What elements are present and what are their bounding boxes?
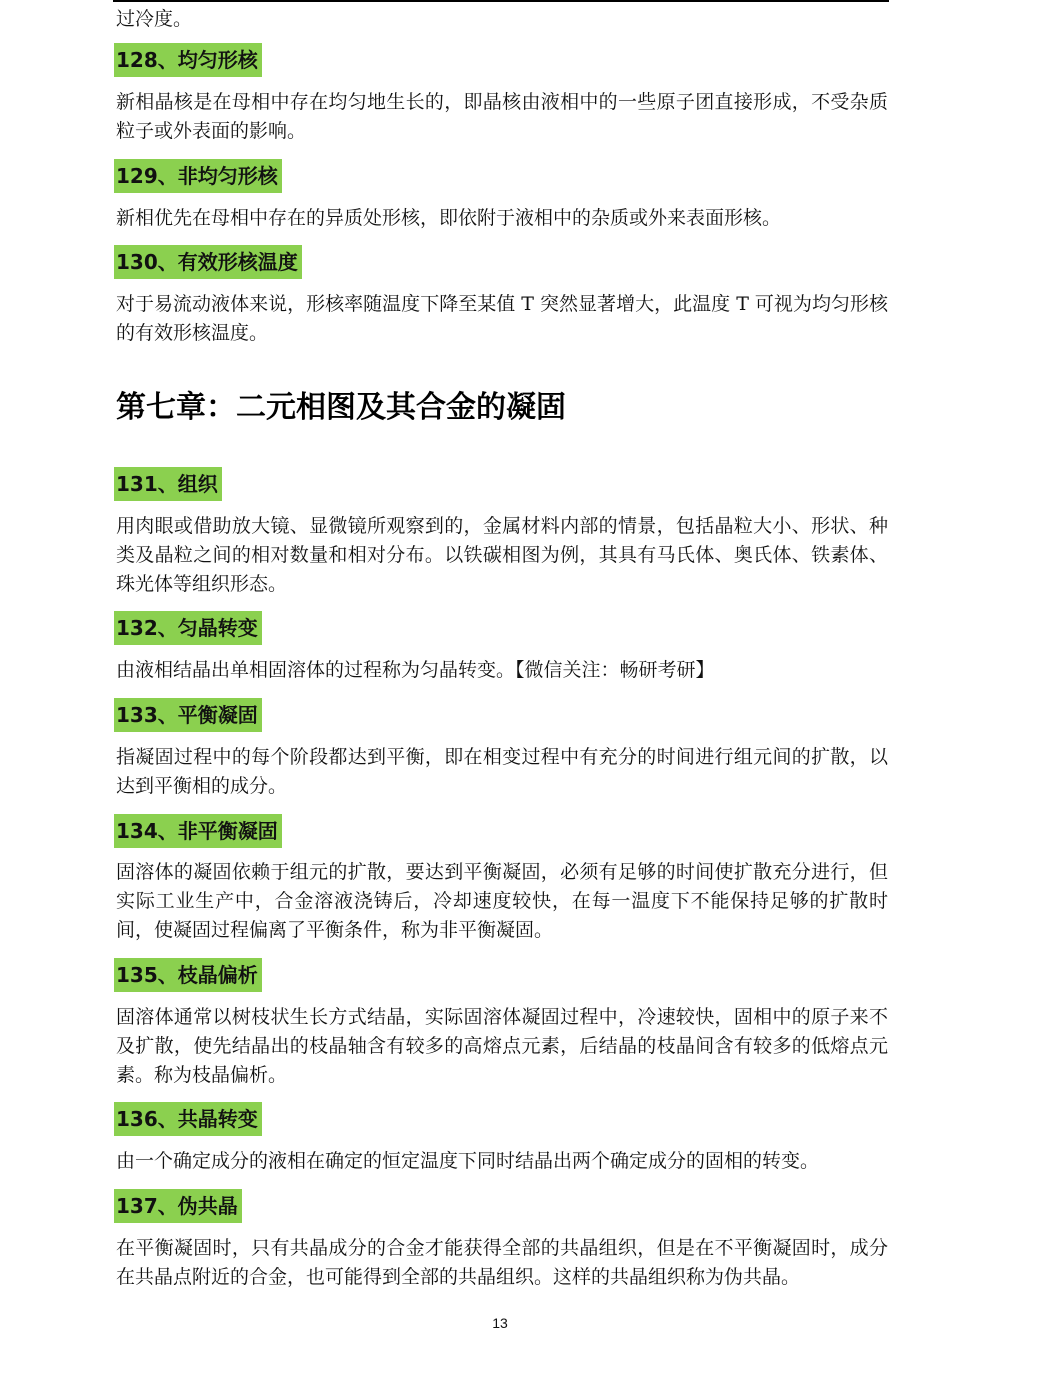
term-definition-133: 指凝固过程中的每个阶段都达到平衡，即在相变过程中有充分的时间进行组元间的扩散，以达到平衡相的成分。 [116,746,888,797]
term-heading-130: 130、有效形核温度 [114,245,302,279]
term-heading-132: 132、匀晶转变 [114,611,262,645]
term-definition-128: 新相晶核是在母相中存在均匀地生长的，即晶核由液相中的一些原子团直接形成，不受杂质粒子或外表面的影响。 [116,91,888,142]
term-definition-135: 固溶体通常以树枝状生长方式结晶，实际固溶体凝固过程中，冷速较快，固相中的原子来不及扩散，使先结晶出的枝晶轴含有较多的高熔点元素，后结晶的枝晶间含有较多的低熔点元素。称为枝晶偏析。 [116,1006,888,1086]
term-definition-131: 用肉眼或借助放大镜、显微镜所观察到的，金属材料内部的情景，包括晶粒大小、形状、种类及晶粒之间的相对数量和相对分布。以铁碳相图为例，其具有马氏体、奥氏体、铁素体、珠光体等组织形态。 [116,515,888,595]
term-heading-136: 136、共晶转变 [114,1102,262,1136]
term-definition-134: 固溶体的凝固依赖于组元的扩散，要达到平衡凝固，必须有足够的时间使扩散充分进行，但实际工业生产中，合金溶液浇铸后，冷却速度较快，在每一温度下不能保持足够的扩散时间，使凝固过程偏离了平衡条件，称为非平衡凝固。 [116,861,888,941]
term-definition-132: 由液相结晶出单相固溶体的过程称为匀晶转变。【微信关注：畅研考研】 [116,659,715,681]
term-heading-129: 129、非均匀形核 [114,159,282,193]
term-heading-135: 135、枝晶偏析 [114,958,262,992]
term-definition-129: 新相优先在母相中存在的异质处形核，即依附于液相中的杂质或外来表面形核。 [116,207,782,229]
term-heading-131: 131、组织 [114,467,222,501]
continued-text: 过冷度。 [116,8,193,30]
term-definition-136: 由一个确定成分的液相在确定的恒定温度下同时结晶出两个确定成分的固相的转变。 [116,1150,820,1172]
term-heading-128: 128、均匀形核 [114,43,262,77]
page-number: 13 [492,1315,508,1331]
term-definition-137: 在平衡凝固时，只有共晶成分的合金才能获得全部的共晶组织，但是在不平衡凝固时，成分在共晶点附近的合金，也可能得到全部的共晶组织。这样的共晶组织称为伪共晶。 [116,1237,888,1288]
chapter-title: 第七章：二元相图及其合金的凝固 [116,390,566,425]
top-rule [113,0,889,2]
term-heading-137: 137、伪共晶 [114,1189,242,1223]
term-definition-130: 对于易流动液体来说，形核率随温度下降至某值 T 突然显著增大，此温度 T 可视为均匀形核的有效形核温度。 [116,293,888,344]
term-heading-134: 134、非平衡凝固 [114,814,282,848]
term-heading-133: 133、平衡凝固 [114,698,262,732]
